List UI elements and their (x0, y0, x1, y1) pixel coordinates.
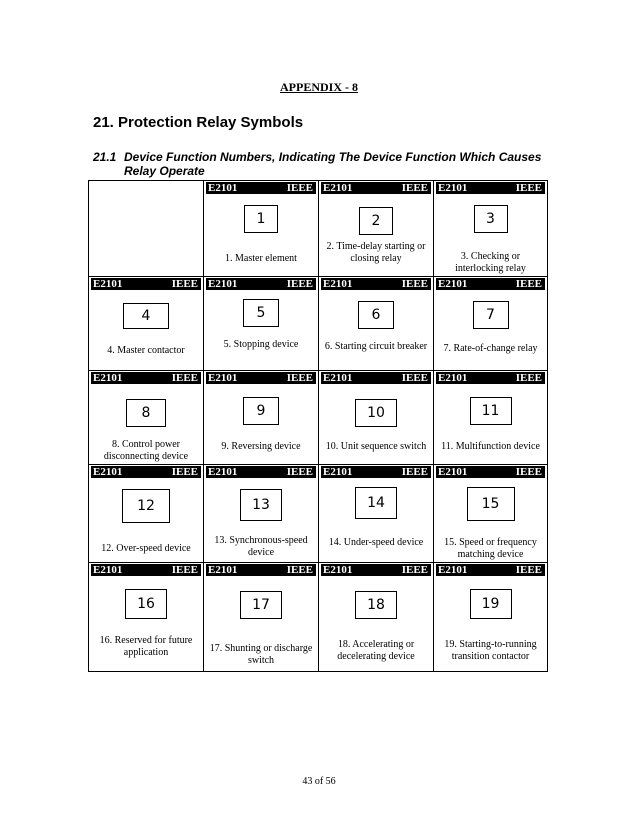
device-number-box: 3 (474, 205, 508, 233)
e2101-label: E2101 (323, 466, 353, 478)
device-caption: 10. Unit sequence switch (325, 441, 427, 452)
standard-header-bar (206, 564, 316, 576)
subsection-title: Device Function Numbers, Indicating The Device Function Which Causes Relay Operate (124, 150, 542, 178)
device-cell (319, 563, 434, 671)
device-caption: 13. Synchronous-speed device (214, 535, 308, 558)
device-cell (204, 277, 319, 371)
device-cell (204, 371, 319, 465)
device-number-box: 10 (355, 399, 397, 427)
standard-header-bar (321, 564, 431, 576)
standard-header-bar (91, 278, 201, 290)
device-number-box: 13 (240, 489, 282, 521)
e2101-label: E2101 (438, 278, 468, 290)
device-cell (434, 371, 547, 465)
device-cell (319, 181, 434, 277)
device-caption: 7. Rate-of-change relay (443, 343, 538, 354)
device-number-box: 16 (125, 589, 167, 619)
ieee-label: IEEE (171, 466, 198, 478)
standard-header-bar (321, 278, 431, 290)
standard-header-bar (91, 564, 201, 576)
e2101-label: E2101 (208, 278, 238, 290)
e2101-label: E2101 (438, 182, 468, 194)
device-number-box: 19 (470, 589, 512, 619)
standard-header-bar (436, 466, 545, 478)
ieee-label: IEEE (401, 564, 428, 576)
device-number-box: 6 (358, 301, 394, 329)
ieee-label: IEEE (171, 564, 198, 576)
device-number-box: 1 (244, 205, 278, 233)
device-cell (319, 277, 434, 371)
device-caption: 18. Accelerating or decelerating device (337, 639, 415, 662)
standard-header-bar (91, 372, 201, 384)
empty-cell (89, 181, 204, 277)
e2101-label: E2101 (93, 564, 123, 576)
device-cell (89, 277, 204, 371)
e2101-label: E2101 (208, 182, 238, 194)
device-number-box: 9 (243, 397, 279, 425)
device-caption: 17. Shunting or discharge switch (209, 643, 313, 666)
e2101-label: E2101 (93, 278, 123, 290)
ieee-label: IEEE (286, 564, 313, 576)
section-title: 21. Protection Relay Symbols (93, 114, 304, 131)
appendix-heading: APPENDIX - 8 (280, 80, 358, 94)
e2101-label: E2101 (93, 466, 123, 478)
device-caption: 5. Stopping device (223, 339, 299, 350)
device-cell (89, 465, 204, 563)
ieee-label: IEEE (401, 372, 428, 384)
device-caption: 19. Starting-to-running transition contactor (444, 639, 537, 662)
e2101-label: E2101 (323, 372, 353, 384)
device-cell (434, 465, 547, 563)
device-caption: 14. Under-speed device (328, 537, 424, 548)
device-caption: 3. Checking or interlocking relay (455, 251, 526, 274)
page-footer: 43 of 56 (302, 776, 336, 787)
device-number-box: 14 (355, 487, 397, 519)
device-caption: 15. Speed or frequency matching device (444, 537, 537, 560)
device-cell (434, 563, 547, 671)
device-number-box: 5 (243, 299, 279, 327)
device-number-box: 18 (355, 591, 397, 619)
ieee-label: IEEE (515, 564, 542, 576)
e2101-label: E2101 (93, 372, 123, 384)
e2101-label: E2101 (438, 466, 468, 478)
e2101-label: E2101 (208, 372, 238, 384)
standard-header-bar (321, 372, 431, 384)
standard-header-bar (436, 372, 545, 384)
device-caption: 16. Reserved for future application (99, 635, 193, 658)
device-cell (434, 277, 547, 371)
device-cell (204, 563, 319, 671)
device-number-box: 11 (470, 397, 512, 425)
e2101-label: E2101 (323, 278, 353, 290)
device-cell (319, 371, 434, 465)
device-caption: 6. Starting circuit breaker (324, 341, 428, 352)
standard-header-bar (321, 466, 431, 478)
device-caption: 1. Master element (225, 253, 297, 264)
device-number-box: 7 (473, 301, 509, 329)
device-caption: 2. Time-delay starting or closing relay (326, 241, 426, 264)
e2101-label: E2101 (208, 466, 238, 478)
e2101-label: E2101 (323, 564, 353, 576)
e2101-label: E2101 (438, 564, 468, 576)
standard-header-bar (321, 182, 431, 194)
ieee-label: IEEE (515, 372, 542, 384)
device-cell (434, 181, 547, 277)
device-caption: 4. Master contactor (107, 345, 185, 356)
standard-header-bar (436, 564, 545, 576)
device-number-box: 8 (126, 399, 166, 427)
device-symbol-table (88, 180, 548, 672)
standard-header-bar (436, 182, 545, 194)
device-caption: 8. Control power disconnecting device (103, 439, 189, 462)
ieee-label: IEEE (515, 278, 542, 290)
device-number-box: 17 (240, 591, 282, 619)
ieee-label: IEEE (286, 372, 313, 384)
device-caption: 11. Multifunction device (441, 441, 540, 452)
standard-header-bar (436, 278, 545, 290)
ieee-label: IEEE (171, 372, 198, 384)
ieee-label: IEEE (515, 466, 542, 478)
ieee-label: IEEE (401, 466, 428, 478)
standard-header-bar (91, 466, 201, 478)
device-number-box: 12 (122, 489, 170, 523)
device-caption: 12. Over-speed device (101, 543, 191, 554)
device-cell (89, 371, 204, 465)
device-number-box: 2 (359, 207, 393, 235)
ieee-label: IEEE (401, 278, 428, 290)
standard-header-bar (206, 182, 316, 194)
e2101-label: E2101 (438, 372, 468, 384)
device-cell (204, 465, 319, 563)
device-number-box: 4 (123, 303, 169, 329)
standard-header-bar (206, 278, 316, 290)
ieee-label: IEEE (286, 182, 313, 194)
ieee-label: IEEE (286, 466, 313, 478)
standard-header-bar (206, 372, 316, 384)
ieee-label: IEEE (515, 182, 542, 194)
ieee-label: IEEE (401, 182, 428, 194)
device-cell (89, 563, 204, 671)
e2101-label: E2101 (323, 182, 353, 194)
ieee-label: IEEE (171, 278, 198, 290)
ieee-label: IEEE (286, 278, 313, 290)
device-cell (319, 465, 434, 563)
device-caption: 9. Reversing device (221, 441, 301, 452)
standard-header-bar (206, 466, 316, 478)
e2101-label: E2101 (208, 564, 238, 576)
device-cell (204, 181, 319, 277)
subsection-number: 21.1 (93, 150, 117, 164)
device-number-box: 15 (467, 487, 515, 521)
